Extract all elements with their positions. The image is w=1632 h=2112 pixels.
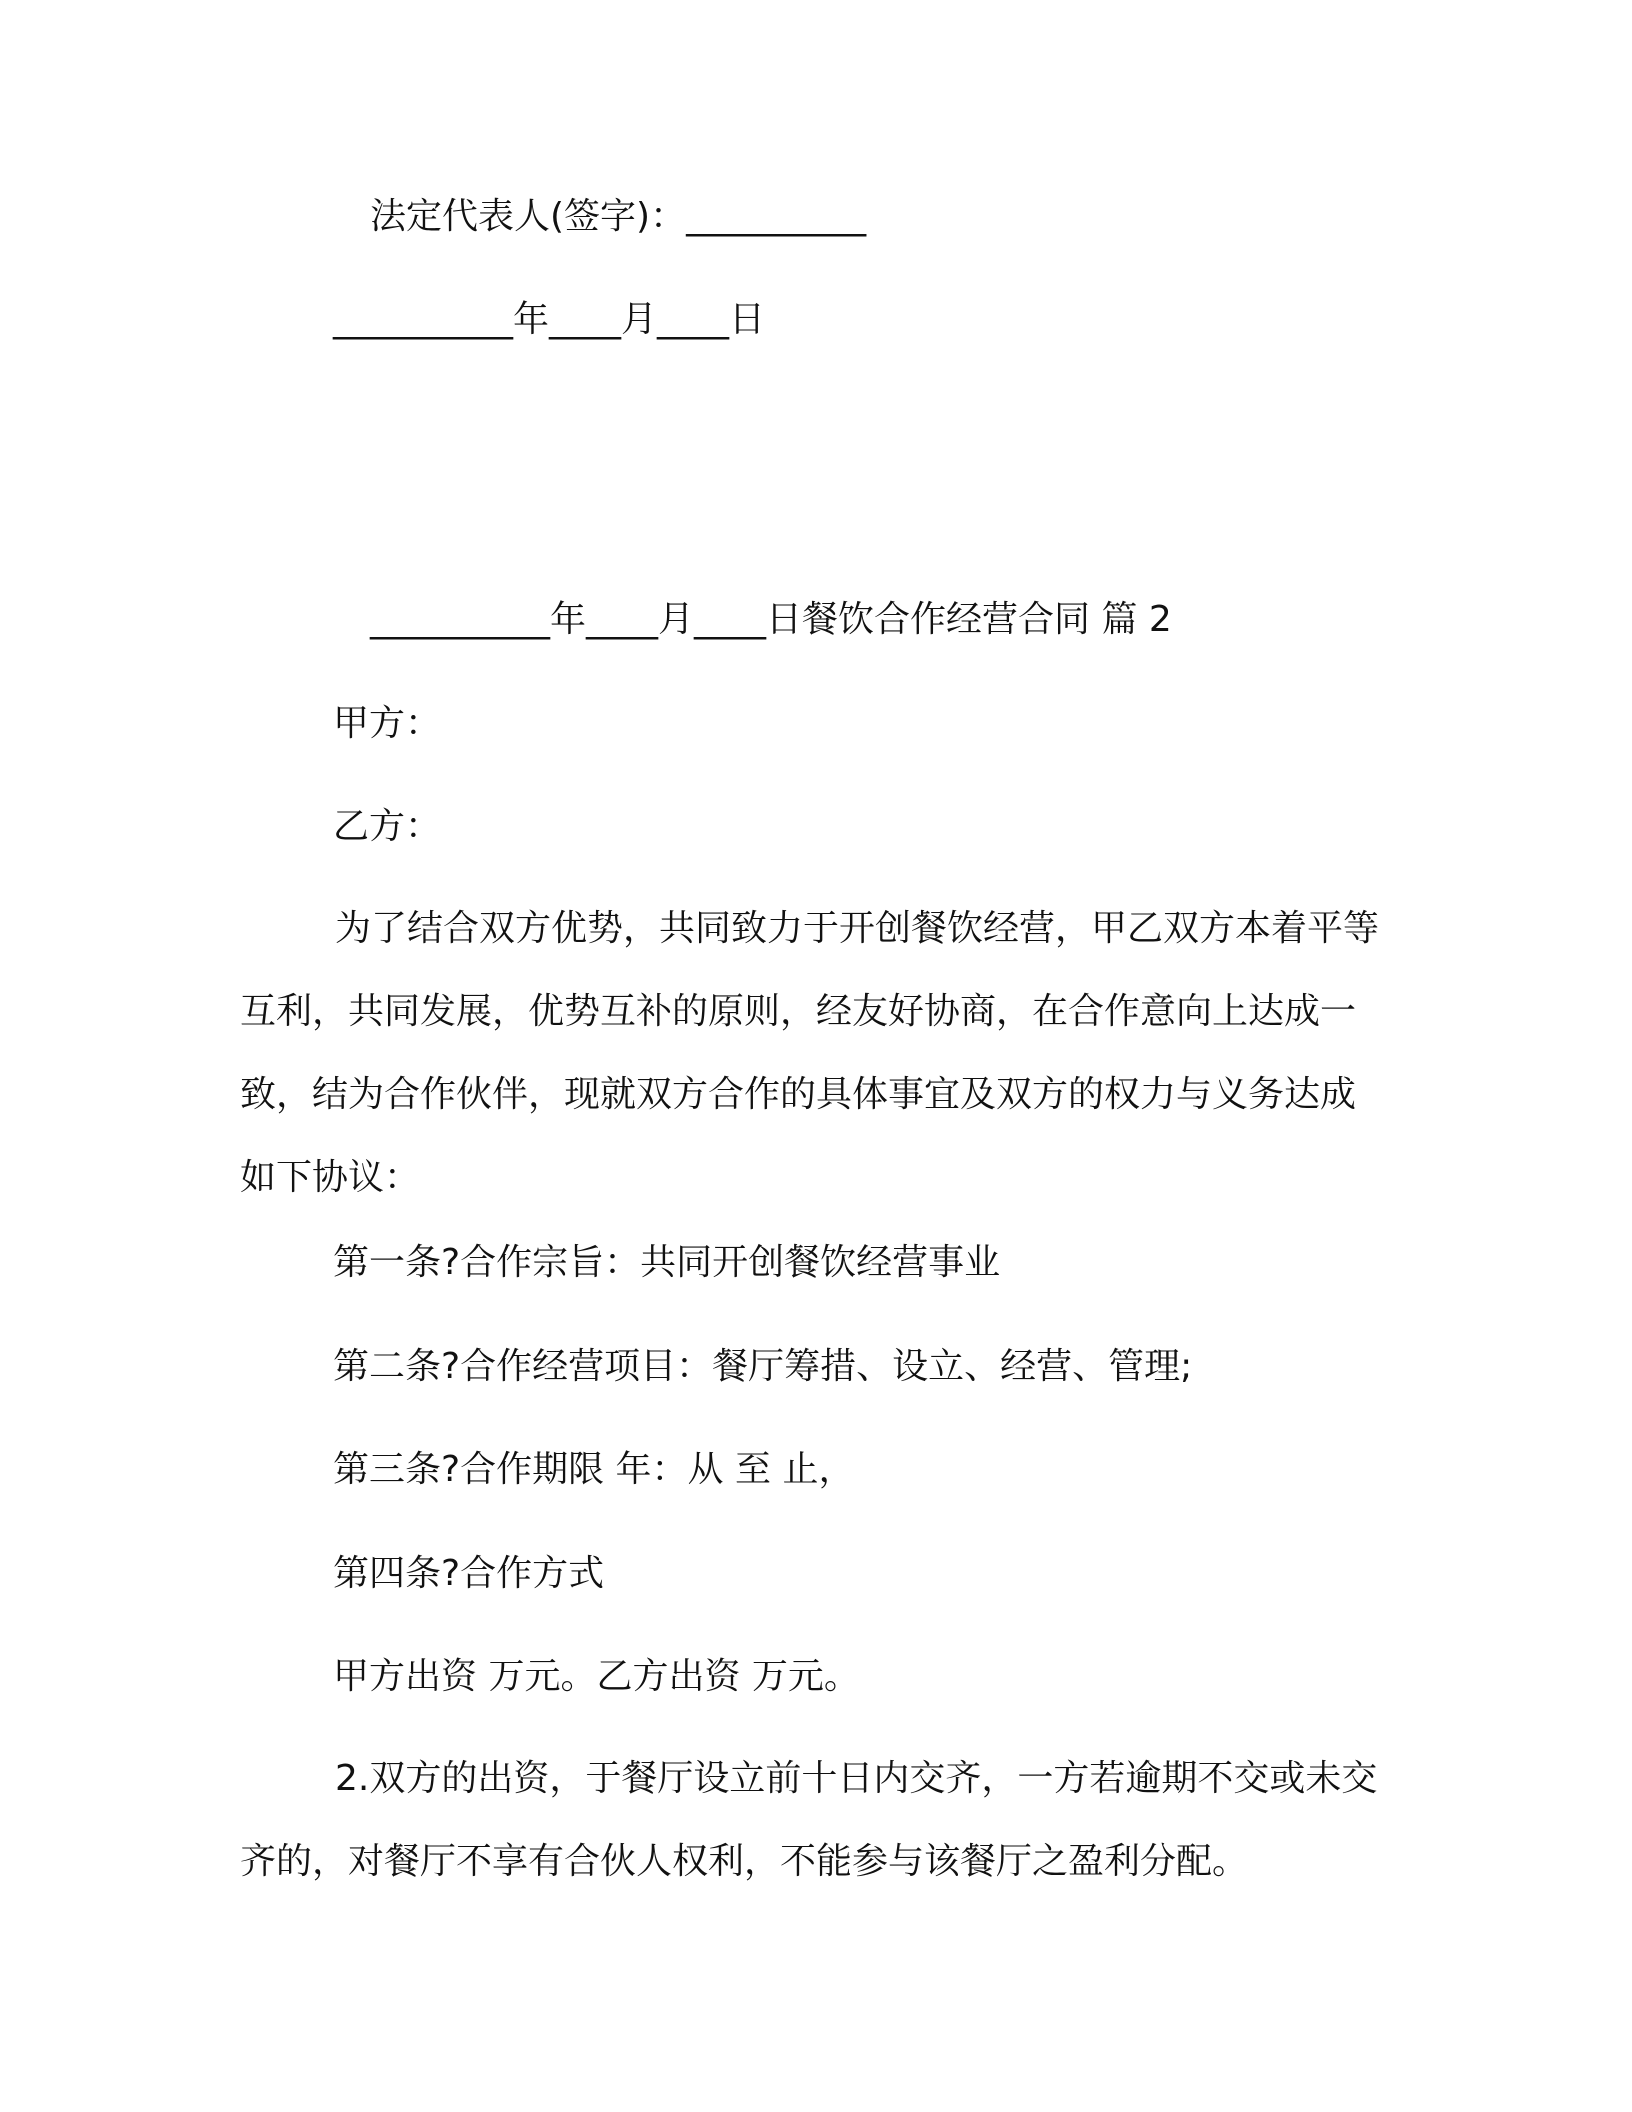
party-a-label: 甲方： bbox=[333, 703, 442, 744]
signature-date-line: __________年____月____日 bbox=[333, 299, 765, 340]
contract-title: __________年____月____日餐饮合作经营合同 篇 2 bbox=[370, 599, 1172, 640]
capital-contribution-line: 甲方出资 万元。乙方出资 万元。 bbox=[333, 1656, 860, 1697]
article-1: 第一条?合作宗旨：共同开创餐饮经营事业 bbox=[333, 1242, 1001, 1283]
article-4: 第四条?合作方式 bbox=[333, 1553, 605, 1594]
article-3: 第三条?合作期限 年：从 至 止， bbox=[333, 1449, 855, 1490]
preamble-paragraph: 为了结合双方优势，共同致力于开创餐饮经营，甲乙双方本着平等互利，共同发展，优势互补的原则，经友好协商，在合作意向上达成一致，结为合作伙伴，现就双方合作的具体事宜及双方的权力与义务达成如下协议： bbox=[240, 908, 1380, 1198]
legal-representative-signature-line: 法定代表人(签字)：__________ bbox=[370, 196, 867, 237]
party-b-label: 乙方： bbox=[333, 806, 442, 847]
clause-2-paragraph: 2.双方的出资，于餐厅设立前十日内交齐，一方若逾期不交或未交齐的，对餐厅不享有合伙人权利，不能参与该餐厅之盈利分配。 bbox=[240, 1758, 1378, 1882]
article-2: 第二条?合作经营项目：餐厅筹措、设立、经营、管理; bbox=[333, 1346, 1193, 1387]
